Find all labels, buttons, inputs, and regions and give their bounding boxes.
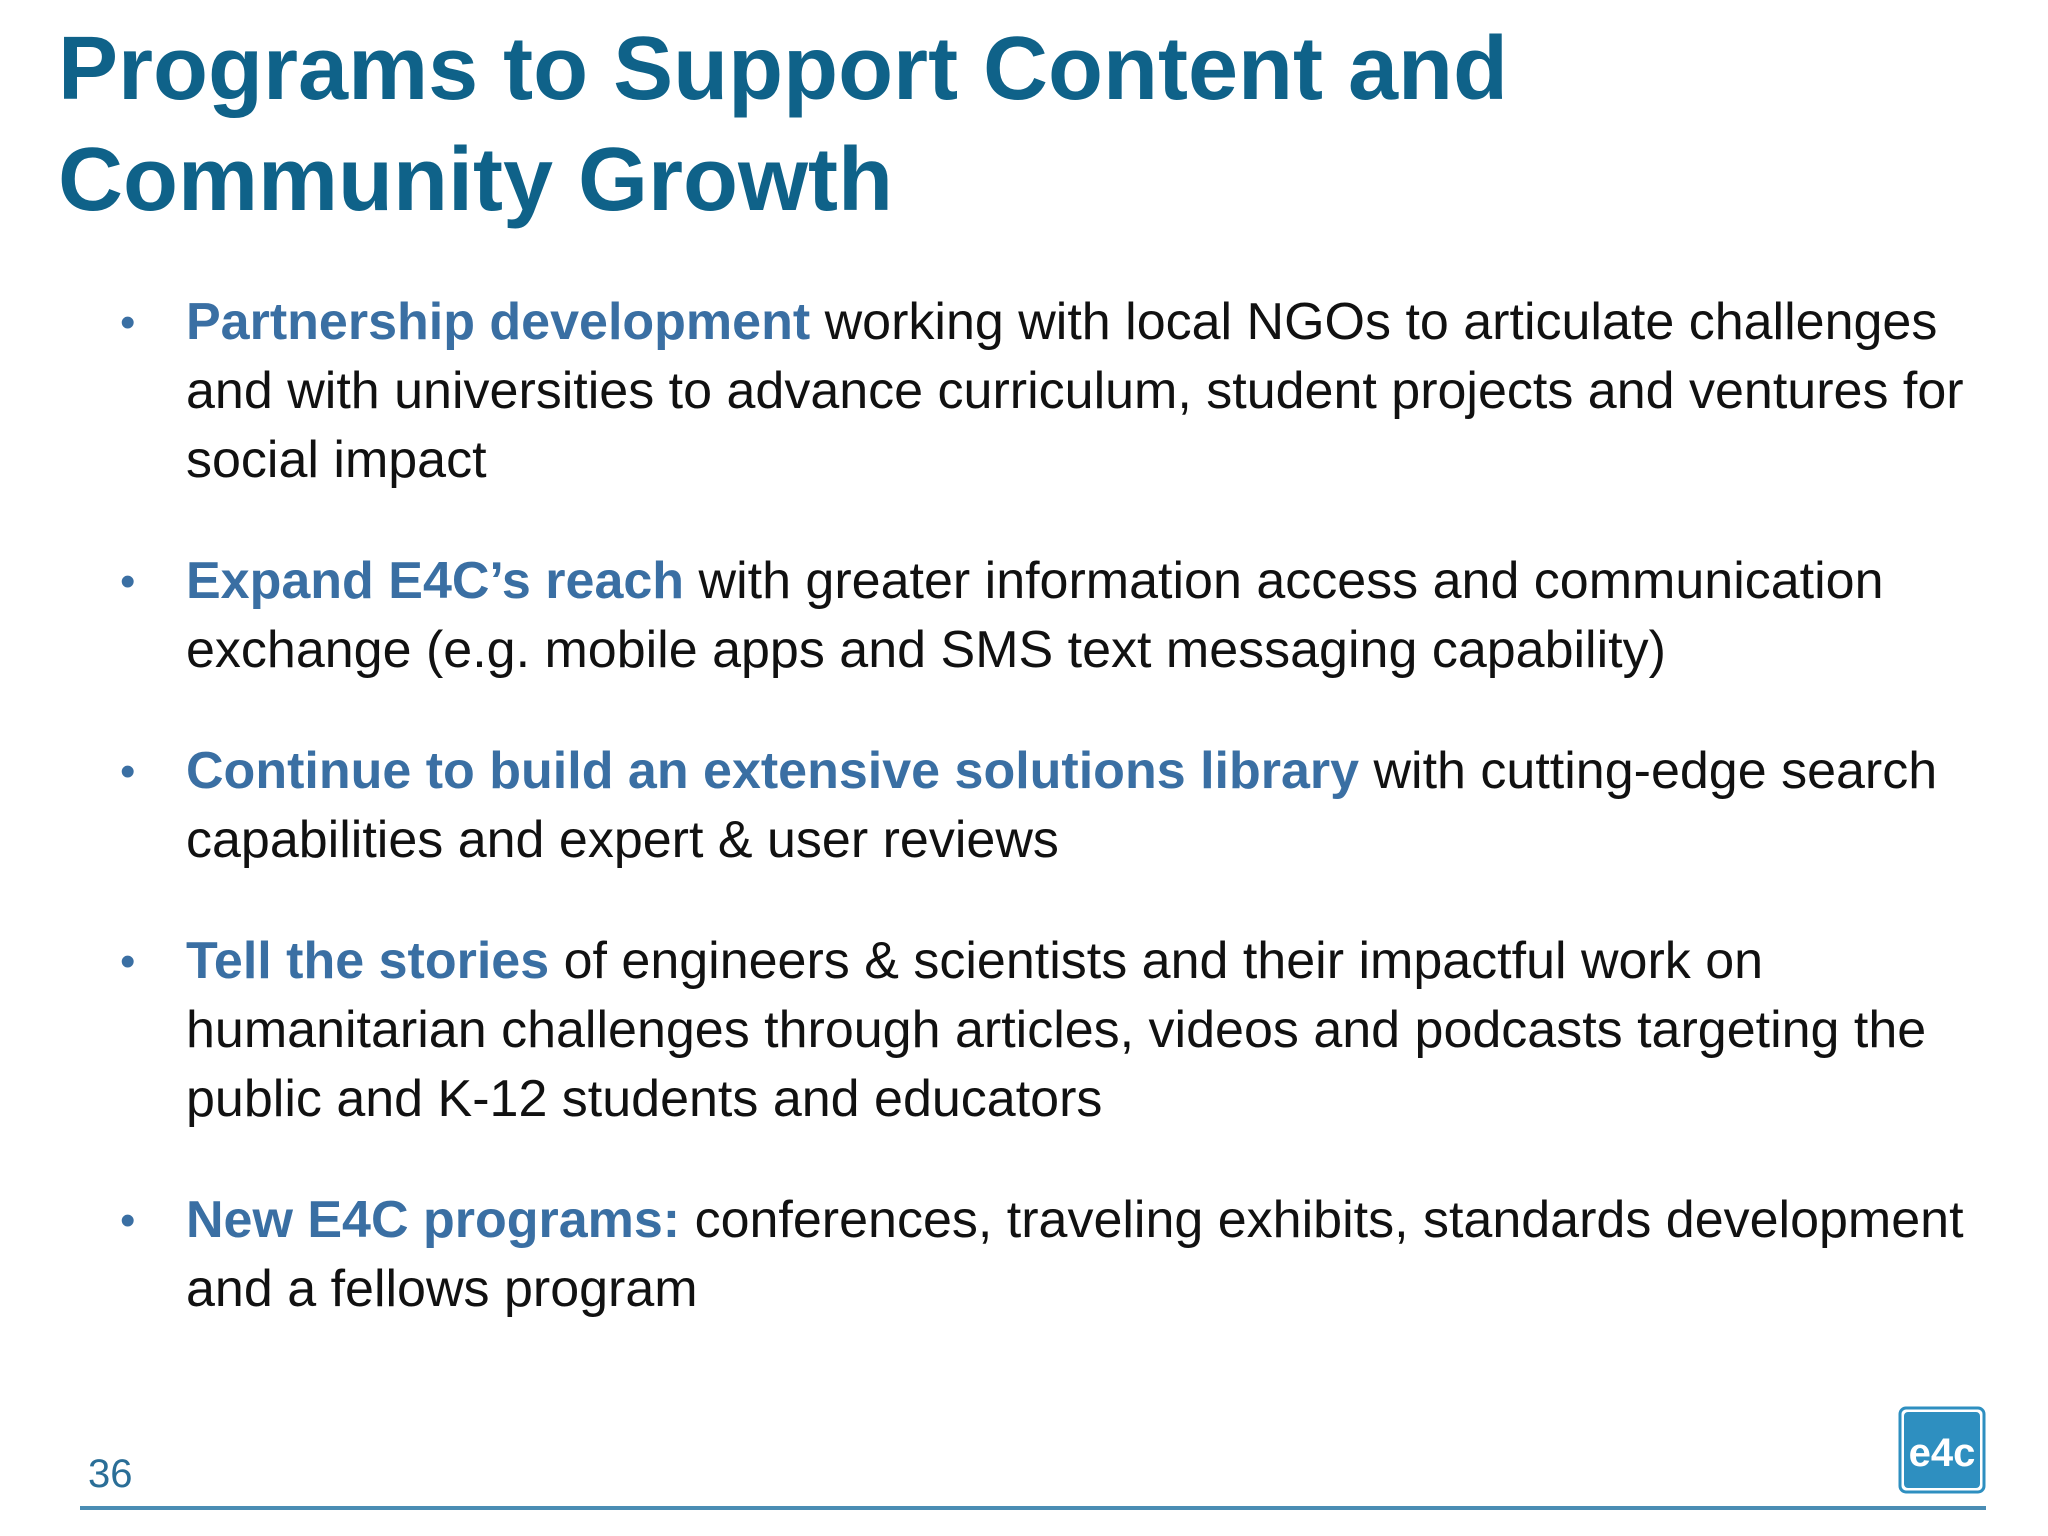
e4c-logo-icon bbox=[1898, 1406, 1986, 1494]
logo-text: e4c bbox=[1908, 1431, 1976, 1475]
bullet-text: with cutting-edge search capabilities and expert & user reviews bbox=[186, 742, 1938, 869]
bullet-text: of engineers & scientists and their impactful work on humanitarian challenges through articles, videos and podcasts targeting the public and K-12 students and educators bbox=[186, 932, 1927, 1128]
bullet-marker: • bbox=[120, 937, 136, 986]
bullet-item bbox=[120, 547, 2000, 685]
slide-title-line-2: Community Growth bbox=[58, 130, 893, 230]
bullet-item bbox=[120, 1186, 2000, 1324]
footer-divider bbox=[80, 1506, 1986, 1510]
bullet-item bbox=[120, 288, 2000, 495]
bullet-lead: Partnership development bbox=[186, 293, 811, 351]
bullet-list bbox=[120, 288, 2000, 1376]
bullet-lead: Tell the stories bbox=[186, 932, 550, 990]
slide-title bbox=[58, 14, 1958, 236]
bullet-lead: New E4C programs: bbox=[186, 1191, 681, 1249]
bullet-text: with greater information access and communication exchange (e.g. mobile apps and SMS text messaging capability) bbox=[186, 552, 1884, 679]
bullet-marker: • bbox=[120, 557, 136, 606]
bullet-text: working with local NGOs to articulate challenges and with universities to advance curriculum, student projects and ventures for social impact bbox=[186, 293, 1964, 489]
bullet-lead: Expand E4C’s reach bbox=[186, 552, 685, 610]
bullet-marker: • bbox=[120, 747, 136, 796]
bullet-marker: • bbox=[120, 298, 136, 347]
bullet-text: conferences, traveling exhibits, standards development and a fellows program bbox=[186, 1191, 1964, 1318]
page-number: 36 bbox=[88, 1452, 133, 1496]
slide-title-line-1: Programs to Support Content and bbox=[58, 19, 1508, 119]
bullet-item bbox=[120, 737, 2000, 875]
bullet-lead: Continue to build an extensive solutions library bbox=[186, 742, 1360, 800]
bullet-item bbox=[120, 927, 2000, 1134]
bullet-marker: • bbox=[120, 1196, 136, 1245]
